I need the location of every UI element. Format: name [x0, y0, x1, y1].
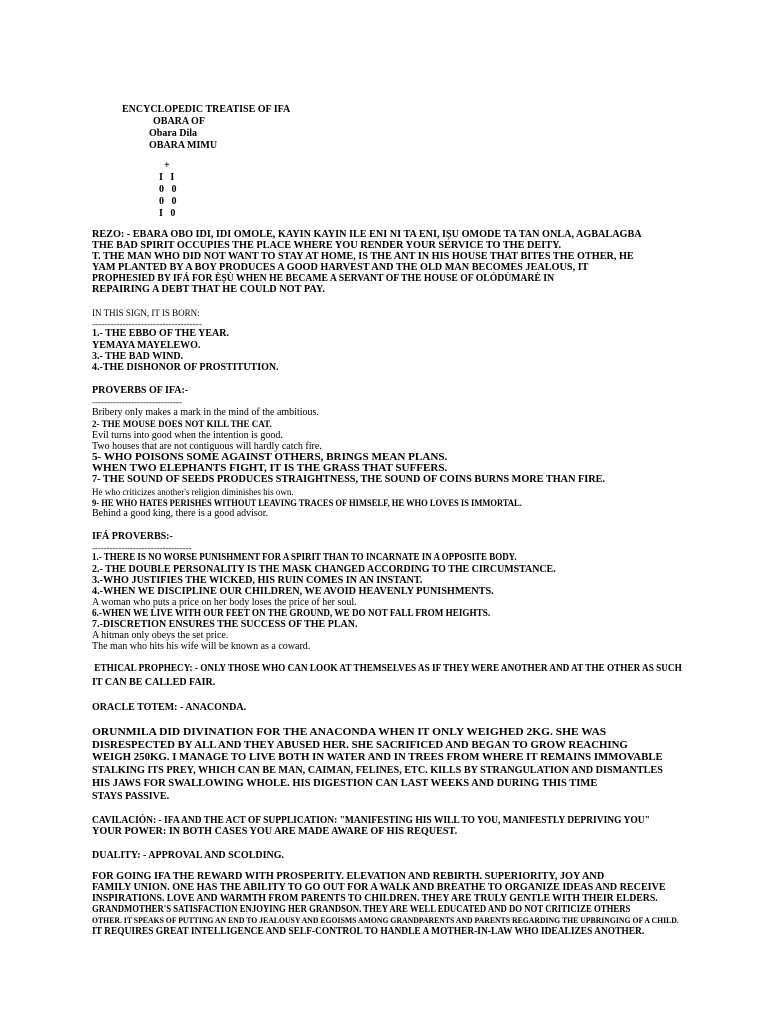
orunmila-line: WEIGH 250KG. I MANAGE TO LIVE BOTH IN WATER AND IN TREES FROM WHERE IT REMAINS IMMOVABLE: [92, 752, 663, 763]
ifa-proverb-item: A hitman only obeys the set price.: [92, 630, 229, 641]
ifa-proverb-item: 7.-DISCRETION ENSURES THE SUCCESS OF THE PLAN.: [92, 619, 358, 630]
going-line: GRANDMOTHER'S SATISFACTION ENJOYING HER GRANDSON. THEY ARE WELL EDUCATED AND DO NOT CRITICIZE OTHERS: [92, 904, 631, 915]
ethical-prophecy: ETHICAL PROPHECY: - ONLY THOSE WHO CAN LOOK AT THEMSELVES AS IF THEY WERE ANOTHER AND AT THE OTHER AS SUCH: [92, 663, 682, 674]
proverb-item: Evil turns into good when the intention is good.: [92, 430, 283, 441]
born-heading: IN THIS SIGN, IT IS BORN:: [92, 308, 200, 318]
proverb-item: Two houses that are not contiguous will hardly catch fire.: [92, 441, 322, 452]
divider: ----------------------------------: [92, 544, 192, 553]
ifa-proverb-item: 2.- THE DOUBLE PERSONALITY IS THE MASK CHANGED ACCORDING TO THE CIRCUMSTANCE.: [92, 564, 556, 575]
proverb-item: Bribery only makes a mark in the mind of the ambitious.: [92, 407, 319, 418]
rezo-line: YAM PLANTED BY A BOY PRODUCES A GOOD HARVEST AND THE OLD MAN BECOMES JEALOUS, IT: [92, 262, 589, 273]
ifa-proverb-item: 1.- THERE IS NO WORSE PUNISHMENT FOR A SPIRIT THAN TO INCARNATE IN A OPPOSITE BODY.: [92, 552, 517, 563]
orunmila-line: DISRESPECTED BY ALL AND THEY ABUSED HER. SHE SACRIFICED AND BEGAN TO GROW REACHING: [92, 740, 628, 751]
divider: ------------------------------------: [92, 320, 202, 329]
ifa-proverb-item: A woman who puts a price on her body loses the price of her soul.: [92, 597, 357, 608]
doc-subtitle-obara-dila: Obara Dila: [149, 128, 198, 139]
born-item: YEMAYA MAYELEWO.: [92, 340, 201, 351]
orunmila-line: STALKING ITS PREY, WHICH CAN BE MAN, CAIMAN, FELINES, ETC. KILLS BY STRANGULATION AND DISMANTLES: [92, 765, 663, 776]
ifa-proverb-item: 3.-WHO JUSTIFIES THE WICKED, HIS RUIN COMES IN AN INSTANT.: [92, 575, 423, 586]
divider: ------------------------------: [92, 398, 182, 407]
rezo-line: REPAIRING A DEBT THAT HE COULD NOT PAY.: [92, 284, 325, 295]
cavilacion-line: YOUR POWER: IN BOTH CASES YOU ARE MADE AWARE OF HIS REQUEST.: [92, 826, 458, 837]
proverb-item: 7- THE SOUND OF SEEDS PRODUCES STRAIGHTNESS, THE SOUND OF COINS BURNS MORE THAN FIRE.: [92, 474, 606, 485]
going-line: FOR GOING IFA THE REWARD WITH PROSPERITY. ELEVATION AND REBIRTH. SUPERIORITY, JOY AND: [92, 871, 605, 882]
doc-subtitle-obara-mimu: OBARA MIMU: [149, 140, 218, 151]
odu-sign-row: I 0: [159, 208, 176, 219]
born-item: 4.-THE DISHONOR OF PROSTITUTION.: [92, 362, 279, 373]
ethical-prophecy: IT CAN BE CALLED FAIR.: [92, 677, 216, 688]
proverb-item: Behind a good king, there is a good advisor.: [92, 508, 269, 519]
ifa-proverb-item: 4.-WHEN WE DISCIPLINE OUR CHILDREN, WE AVOID HEAVENLY PUNISHMENTS.: [92, 586, 494, 597]
cavilacion-line: CAVILACIÓN: - IFA AND THE ACT OF SUPPLICATION: "MANIFESTING HIS WILL TO YOU, MANIFESTLY DEPRIVING YOU": [92, 815, 650, 826]
odu-sign-row: 0 0: [159, 196, 177, 207]
oracle-totem: ORACLE TOTEM: - ANACONDA.: [92, 702, 247, 713]
born-item: 1.- THE EBBO OF THE YEAR.: [92, 328, 229, 339]
proverb-item: WHEN TWO ELEPHANTS FIGHT, IT IS THE GRASS THAT SUFFERS.: [92, 463, 448, 474]
born-item: 3.- THE BAD WIND.: [92, 351, 184, 362]
orunmila-line: STAYS PASSIVE.: [92, 791, 170, 802]
odu-sign-row: 0 0: [159, 184, 177, 195]
proverb-item: He who criticizes another's religion diminishes his own.: [92, 487, 294, 497]
orunmila-line: ORUNMILA DID DIVINATION FOR THE ANACONDA WHEN IT ONLY WEIGHED 2KG. SHE WAS: [92, 727, 607, 738]
proverbs-heading: PROVERBS OF IFA:-: [92, 385, 189, 396]
doc-title: ENCYCLOPEDIC TREATISE OF IFA: [122, 104, 291, 115]
doc-subtitle-obara-of: OBARA OF: [153, 116, 205, 127]
odu-sign-mark: +: [164, 160, 170, 171]
odu-sign-row: I I: [159, 172, 175, 183]
ifa-proverbs-heading: IFÁ PROVERBS:-: [92, 531, 173, 542]
duality: DUALITY: - APPROVAL AND SCOLDING.: [92, 850, 284, 861]
ifa-proverb-item: 6.-WHEN WE LIVE WITH OUR FEET ON THE GROUND, WE DO NOT FALL FROM HEIGHTS.: [92, 608, 491, 619]
proverb-item: 2- THE MOUSE DOES NOT KILL THE CAT.: [92, 419, 272, 429]
going-line: IT REQUIRES GREAT INTELLIGENCE AND SELF-CONTROL TO HANDLE A MOTHER-IN-LAW WHO IDEALIZES ANOTHER.: [92, 926, 645, 937]
proverb-item: 5- WHO POISONS SOME AGAINST OTHERS, BRINGS MEAN PLANS.: [92, 452, 448, 463]
going-line: INSPIRATIONS. LOVE AND WARMTH FROM PARENTS TO CHILDREN. THEY ARE TRULY GENTLE WITH THEIR ELDERS.: [92, 893, 658, 904]
rezo-line: THE BAD SPIRIT OCCUPIES THE PLACE WHERE YOU RENDER YOUR SERVICE TO THE DEITY.: [92, 240, 562, 251]
orunmila-line: HIS JAWS FOR SWALLOWING WHOLE. HIS DIGESTION CAN LAST WEEKS AND DURING THIS TIME: [92, 778, 598, 789]
going-line: OTHER. IT SPEAKS OF PUTTING AN END TO JEALOUSY AND EGOISMS AMONG GRANDPARENTS AND PARENTS REGARDING THE UPBRINGING OF A CHILD.: [92, 916, 679, 925]
proverb-item: 9- HE WHO HATES PERISHES WITHOUT LEAVING TRACES OF HIMSELF, HE WHO LOVES IS IMMORTAL.: [92, 498, 522, 508]
rezo-line: PROPHESIED BY IFÁ FOR ÈȘÙ WHEN HE BECAME A SERVANT OF THE HOUSE OF OLÓDÙMARÈ IN: [92, 273, 555, 284]
rezo-line: REZO: - EBARA OBO IDI, IDI OMOLE, KAYIN KAYIN ILE ENI NI TA ENI, IȘU OMODE TA TAN ONLA, AGBALAGBA: [92, 229, 642, 240]
going-line: FAMILY UNION. ONE HAS THE ABILITY TO GO OUT FOR A WALK AND BREATHE TO ORGANIZE IDEAS AND RECEIVE: [92, 882, 666, 893]
rezo-line: T. THE MAN WHO DID NOT WANT TO STAY AT HOME, IS THE ANT IN HIS HOUSE THAT BITES THE OTHER, HE: [92, 251, 634, 262]
ifa-proverb-item: The man who hits his wife will be known as a coward.: [92, 641, 311, 652]
